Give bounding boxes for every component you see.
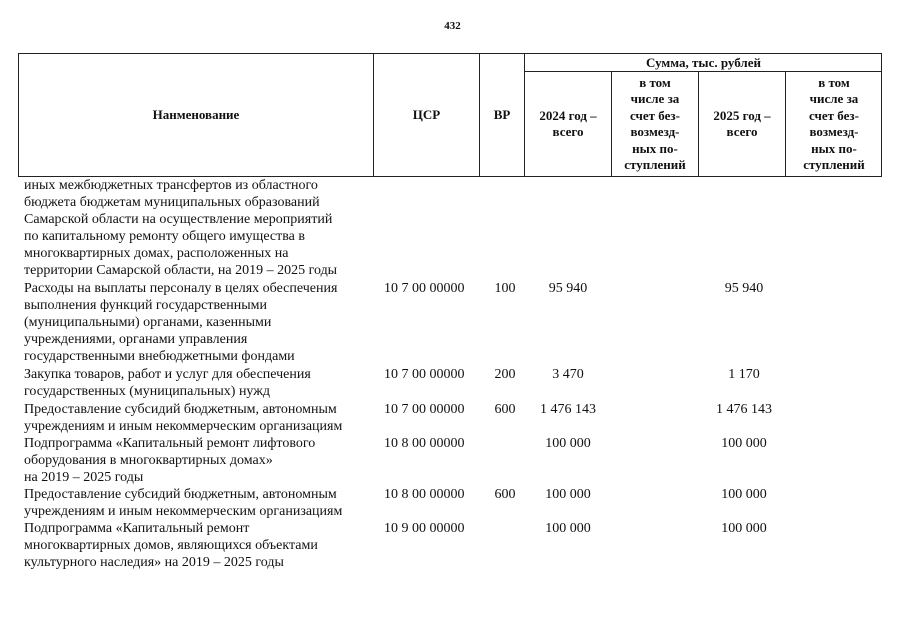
row-2024-total: 100 000 (545, 436, 591, 451)
row-name: иных межбюджетных трансфертов из областного бюджета бюджетам муниципальных образований Самарской области на осуществление мероприятий по капитальному ремонту общего имущества в многоквартирных домах, расположенных на территории Самарской области, на 2019 – 2025 годы (24, 178, 338, 278)
row-2025-total: 1 476 143 (716, 402, 772, 417)
row-2024-total: 3 470 (552, 367, 584, 382)
row-csr: 10 8 00 00000 (384, 487, 465, 502)
row-2025-total: 95 940 (724, 281, 764, 296)
row-vr: 200 (494, 367, 516, 382)
header-2025-gratuitous: в том числе за счет без- возмезд- ных по- ступлений (803, 74, 865, 172)
row-vr: 600 (494, 487, 516, 502)
row-csr: 10 9 00 00000 (384, 521, 465, 536)
row-2024-total: 100 000 (545, 521, 591, 536)
row-name: Предоставление субсидий бюджетным, автономным учреждениям и иным некоммерческим организациям (24, 402, 343, 434)
page-number: 432 (444, 20, 461, 32)
header-name: Нанменование (152, 107, 240, 122)
row-2024-total: 1 476 143 (540, 402, 596, 417)
header-2024-gratuitous: в том числе за счет без- возмезд- ных по- ступлений (624, 74, 686, 172)
row-2025-total: 100 000 (721, 436, 767, 451)
row-name: Расходы на выплаты персоналу в целях обеспечения выполнения функций государственными (муниципальными) органами, казенными учреждениями, органами управления государственными внебюджетными фондами (24, 281, 338, 364)
row-name: Подпрограмма «Капитальный ремонт многоквартирных домов, являющихся объектами культурного наследия» на 2019 – 2025 годы (24, 521, 318, 570)
header-2024-total: 2024 год – всего (539, 107, 597, 139)
row-2025-total: 1 170 (728, 367, 760, 382)
row-name: Предоставление субсидий бюджетным, автономным учреждениям и иным некоммерческим организациям (24, 487, 343, 519)
row-2024-total: 100 000 (545, 487, 591, 502)
row-vr: 600 (494, 402, 516, 417)
row-vr: 100 (494, 281, 516, 296)
row-csr: 10 7 00 00000 (384, 402, 465, 417)
row-csr: 10 7 00 00000 (384, 367, 465, 382)
row-name: Подпрограмма «Капитальный ремонт лифтового оборудования в многоквартирных домах» на 2019 – 2025 годы (24, 436, 316, 485)
row-csr: 10 7 00 00000 (384, 281, 465, 296)
header-csr: ЦСР (412, 107, 441, 122)
row-name: Закупка товаров, работ и услуг для обеспечения государственных (муниципальных) нужд (24, 367, 311, 399)
row-csr: 10 8 00 00000 (384, 436, 465, 451)
row-2025-total: 100 000 (721, 521, 767, 536)
header-sum-title: Сумма, тыс. рублей (646, 54, 761, 70)
row-2025-total: 100 000 (721, 487, 767, 502)
row-2024-total: 95 940 (548, 281, 588, 296)
header-vr: ВР (493, 107, 511, 122)
header-2025-total: 2025 год – всего (713, 107, 771, 139)
